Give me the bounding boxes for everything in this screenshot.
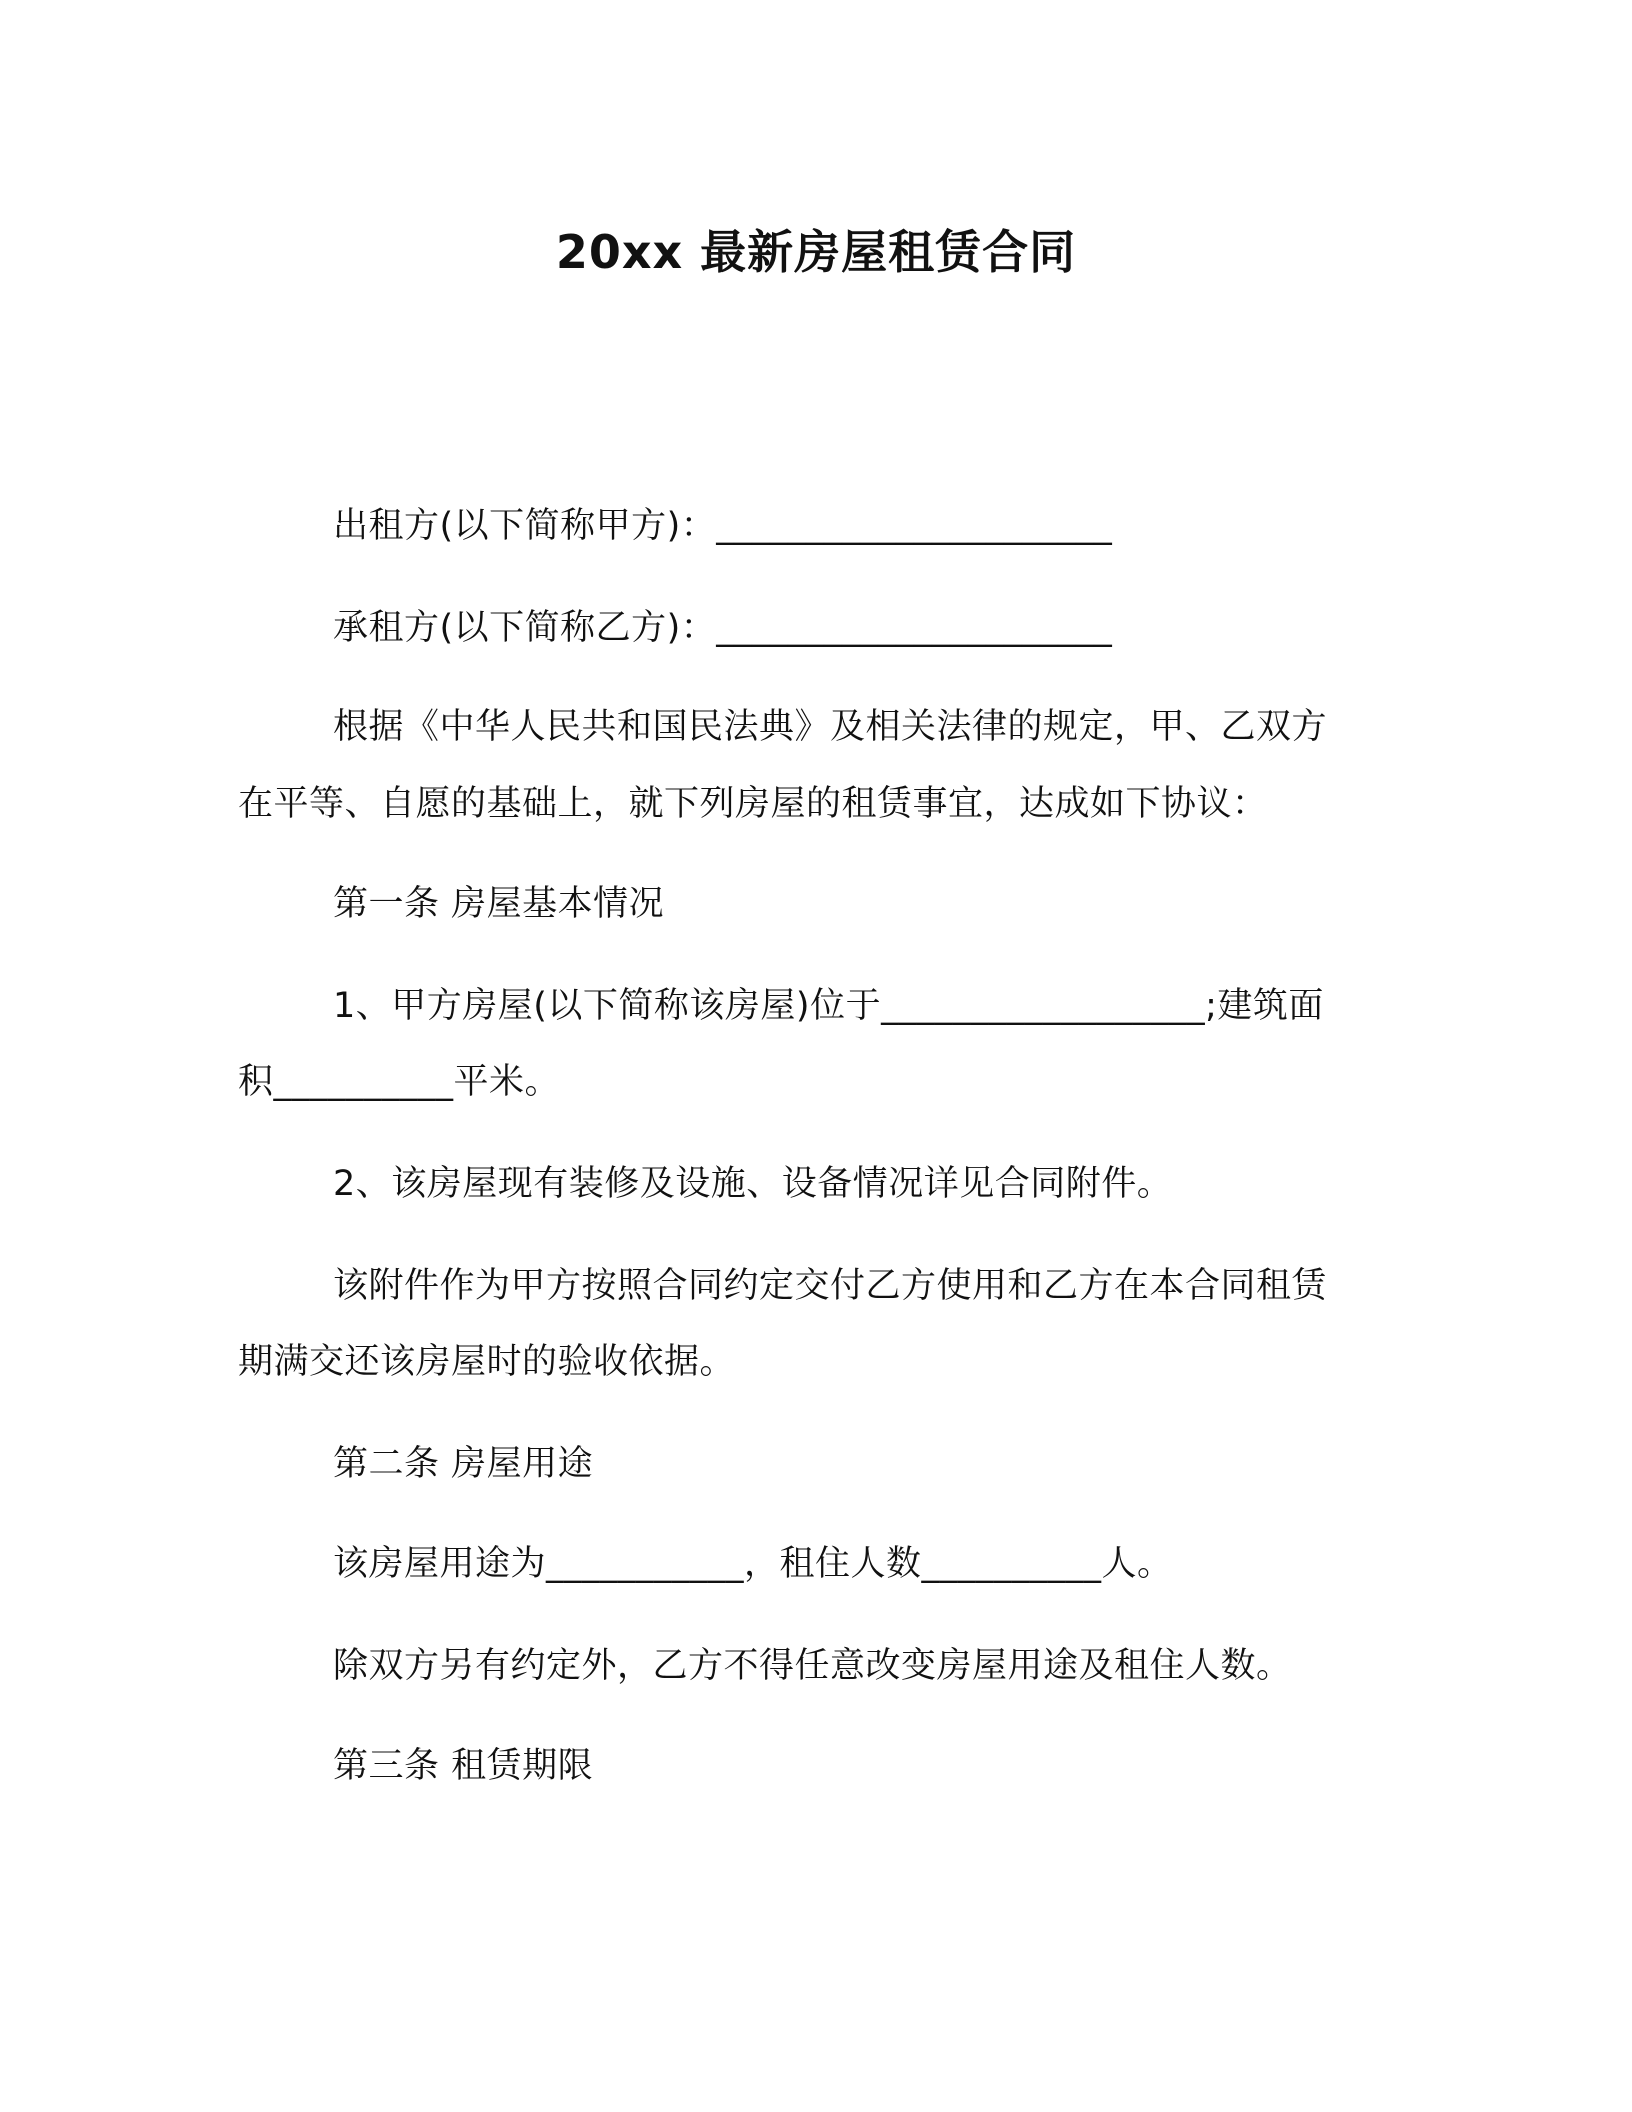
article-1-heading: 第一条 房屋基本情况 [333, 884, 665, 924]
lessee-line: 承租方(以下简称乙方)：______________________ [333, 608, 1113, 648]
document-title: 20xx 最新房屋租赁合同 [555, 225, 1077, 279]
article-1-item-1-line-1: 1、甲方房屋(以下简称该房屋)位于__________________;建筑面 [333, 986, 1324, 1026]
article-1-item-2: 2、该房屋现有装修及设施、设备情况详见合同附件。 [333, 1164, 1173, 1204]
annex-line-1: 该附件作为甲方按照合同约定交付乙方使用和乙方在本合同租赁 [333, 1266, 1328, 1306]
article-3-heading: 第三条 租赁期限 [333, 1746, 594, 1786]
usage-restriction-line: 除双方另有约定外，乙方不得任意改变房屋用途及租住人数。 [333, 1646, 1292, 1686]
article-2-heading: 第二条 房屋用途 [333, 1444, 594, 1484]
article-1-item-1-line-2: 积__________平米。 [238, 1062, 561, 1102]
preamble-line-2: 在平等、自愿的基础上，就下列房屋的租赁事宜，达成如下协议： [238, 784, 1268, 824]
preamble-line-1: 根据《中华人民共和国民法典》及相关法律的规定，甲、乙双方 [333, 707, 1328, 747]
annex-line-2: 期满交还该房屋时的验收依据。 [238, 1342, 736, 1382]
usage-line: 该房屋用途为___________，租住人数__________人。 [333, 1544, 1173, 1584]
lessor-line: 出租方(以下简称甲方)：______________________ [333, 506, 1113, 546]
